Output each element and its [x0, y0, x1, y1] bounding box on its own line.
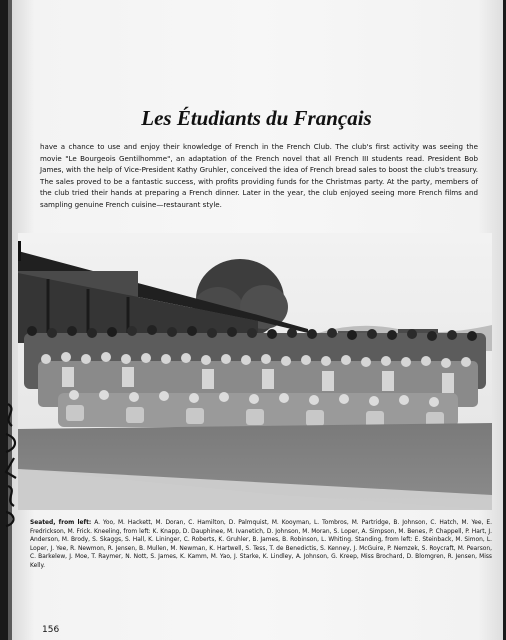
handwritten-marks: [0, 400, 24, 530]
page-number: 156: [42, 625, 60, 635]
caption-names: A. Yoo, M. Hackett, M. Doran, C. Hamilton, D. Palmquist, M. Kooyman, L. Tombros, M. Partridge, B. Johnson, C. Hatch, M. Yee, E. Fredrickson, M. Frick. Kneeling, from left: K. Knapp, D. Dauphinee, M. Ivanetich, D. Johnson, M. Moran, S. Loper, A. Simpson, M. Benes, P. Chappell, P. Hart, J. Anderson, M. Brody, S. Skaggs, S. Hall, K. Lininger, C. Roberts, K. Gruhler, B. James, B. Robinson, L. Whiting. Standing, from left: E. Steinback, M. Simon, L. Loper, J. Yee, R. Newmon, R. Jensen, B. Mullen, M. Newman, K. Hartwell, S. Tess, T. de Benedictis, S. Kenney, J. McGuire, P. Nemzek, S. Roycraft, M. Pearson, C. Barkelew, J. Moe, T. Raymer, N. Nott, S. James, K. Kamm, M. Yao, J. Starke, K. Lindley, A. Johnson, G. Kreep, Miss Brochard, D. Blomgren, R. Jensen, Miss Kelly.: [30, 520, 492, 569]
group-photo-image: [18, 233, 492, 510]
caption-lead: Seated, from left:: [30, 520, 92, 526]
club-group-photo: [18, 233, 492, 510]
intro-paragraph: have a chance to use and enjoy their knowledge of French in the French Club. The club's first activity was seeing the movie "Le Bourgeois Gentilhomme", an adaptation of the French novel that all French III students read. President Bob James, with the help of Vice-President Kathy Gruhler, conceived the idea of French bread sales to boost the club's treasury. The sales proved to be a fantastic success, with profits providing funds for the Christmas party. At the party, members of the club tried their hands at preparing a French dinner. Later in the year, the club enjoyed seeing more French films and sampling genuine French cuisine—restaurant style.: [40, 142, 478, 209]
photo-caption: [30, 519, 492, 571]
binding-shadow: [0, 0, 12, 640]
page-title: Les Étudiants du Français: [141, 106, 372, 130]
yearbook-page: [10, 0, 503, 640]
